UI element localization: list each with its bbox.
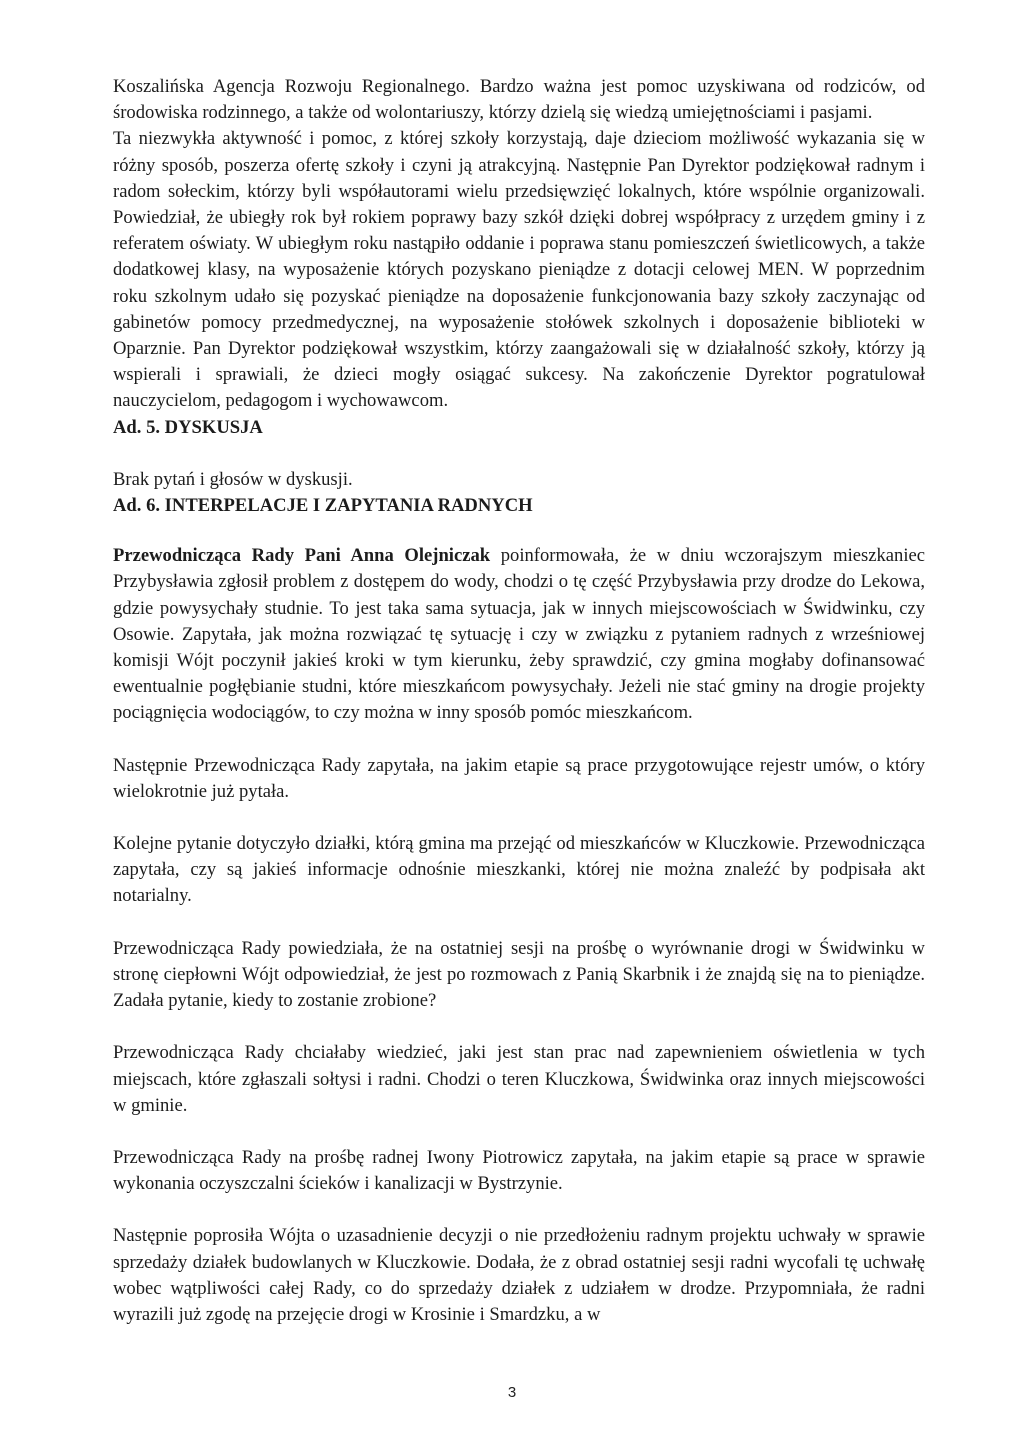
section-6-paragraph-5: Przewodnicząca Rady chciałaby wiedzieć, jaki jest stan prac nad zapewnieniem oświetlenia w tych miejscach, które zgłaszali sołtysi i radni. Chodzi o teren Kluczkowa, Świdwinka oraz innych miejscowości w gminie. (113, 1042, 925, 1116)
section-6-heading: Ad. 6. INTERPELACJE I ZAPYTANIA RADNYCH (113, 495, 533, 517)
page-number: 3 (507, 1384, 517, 1401)
section-5-text: Brak pytań i głosów w dyskusji. (113, 468, 353, 490)
chairwoman-name: Przewodnicząca Rady Pani Anna Olejniczak (113, 545, 491, 567)
section-6-paragraph-3: Kolejne pytanie dotyczyło działki, którą gmina ma przejąć od mieszkańców w Kluczkowie. Przewodnicząca zapytała, czy są jakieś informacje odnośnie mieszkanki, której nie można znaleźć by podpisała akt notarialny. (113, 833, 925, 907)
director-paragraph: Ta niezwykła aktywność i pomoc, z której szkoły korzystają, daje dzieciom możliwość wykazania się w różny sposób, poszerza ofertę szkoły i czyni ją atrakcyjną. Następnie Pan Dyrektor podziękował radnym i radom sołeckim, którzy byli współautorami wielu przedsięwzięć lokalnych, które wspólnie organizowali. Powiedział, że ubiegły rok był rokiem poprawy bazy szkół dzięki dobrej współpracy z urzędem gminy i z referatem oświaty. W ubiegłym roku nastąpiło oddanie i poprawa stanu pomieszczeń świetlicowych, a także dodatkowej klasy, na wyposażenie których pozyskano pieniądze z dotacji celowej MEN. W poprzednim roku szkolnym udało się pozyskać pieniądze na doposażenie funkcjonowania bazy szkoły zaczynając od gabinetów pomocy przedmedycznej, na wyposażenie stołówek szkolnych i doposażenie biblioteki w Oparznie. Pan Dyrektor podziękował wszystkim, którzy zaangażowali się w działalność szkoły, którzy ją wspierali i sprawiali, że dzieci mogły osiągać sukcesy. Na zakończenie Dyrektor pogratulował nauczycielom, pedagogom i wychowawcom. (113, 128, 925, 412)
section-6-paragraph-1 (113, 543, 925, 726)
section-6-paragraph-6: Przewodnicząca Rady na prośbę radnej Iwony Piotrowicz zapytała, na jakim etapie są prace w sprawie wykonania oczyszczalni ścieków i kanalizacji w Bystrzynie. (113, 1146, 925, 1195)
section-6-paragraph-4: Przewodnicząca Rady powiedziała, że na ostatniej sesji na prośbę o wyrównanie drogi w Świdwinku w stronę ciepłowni Wójt odpowiedział, że jest po rozmowach z Panią Skarbnik i że znajdą się na to pieniądze. Zadała pytanie, kiedy to zostanie zrobione? (113, 937, 925, 1012)
section-6-paragraph-7: Następnie poprosiła Wójta o uzasadnienie decyzji o nie przedłożeniu radnym projektu uchwały w sprawie sprzedaży działek budowlanych w Kluczkowie. Dodała, że z obrad ostatniej sesji radni wycofali tę uchwałę wobec wątpliwości całej Rady, co do sprzedaży działek z udziałem w drodze. Przypomniała, że radni wyrazili już zgodę na przejęcie drogi w Krosinie i Smardzku, a w (113, 1225, 925, 1325)
section-5-heading: Ad. 5. DYSKUSJA (113, 416, 263, 438)
intro-paragraph: Koszalińska Agencja Rozwoju Regionalnego. Bardzo ważna jest pomoc uzyskiwana od rodziców, od środowiska rodzinnego, a także od wolontariuszy, którzy dzielą się wiedzą umiejętnościami i pasjami. (113, 76, 925, 124)
section-6-paragraph-2: Następnie Przewodnicząca Rady zapytała, na jakim etapie są prace przygotowujące rejestr umów, o który wielokrotnie już pytała. (113, 754, 925, 802)
section-6-paragraph-1-text: poinformowała, że w dniu wczorajszym mieszkaniec Przybysławia zgłosił problem z dostępem do wody, chodzi o tę część Przybysławia przy drodze do Lekowa, gdzie powysychały studnie. To jest taka sama sytuacja, jak w innych miejscowościach w Świdwinku, czy Osowie. Zapytała, jak można rozwiązać tę sytuację i czy w związku z pytaniem radnych z wrześniowej komisji Wójt poczynił jakieś kroki w tym kierunku, żeby sprawdzić, czy gmina mogłaby dofinansować ewentualnie pogłębianie studni, które mieszkańcom powysychały. Jeżeli nie stać gminy na drogie projekty pociągnięcia wodociągów, to czy można w inny sposób pomóc mieszkańcom. (113, 545, 926, 724)
document-page (113, 74, 925, 1328)
